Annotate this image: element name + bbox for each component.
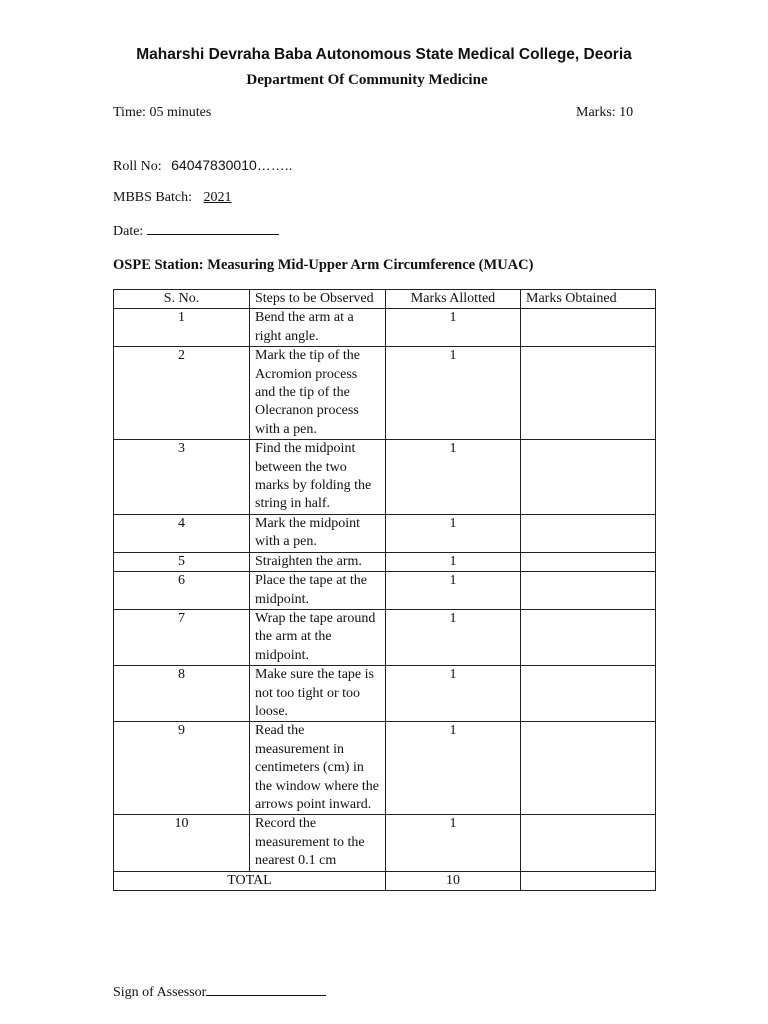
header-steps: Steps to be Observed [250,290,386,309]
row-marks-obtained [521,815,656,871]
batch-value: 2021 [203,190,232,205]
college-name: Maharshi Devraha Baba Autonomous State Medical College, Deoria [136,46,632,63]
row-step: Mark the midpoint with a pen. [250,514,386,552]
header-sno: S. No. [114,290,250,309]
row-sno: 7 [114,609,250,665]
row-sno: 3 [114,440,250,515]
table-row [114,552,656,571]
row-marks-allotted: 1 [386,440,521,515]
row-marks-obtained [521,572,656,610]
row-sno: 10 [114,815,250,871]
table-row [114,815,656,871]
row-sno: 5 [114,552,250,571]
row-step: Straighten the arm. [250,552,386,571]
total-marks-allotted: 10 [386,871,521,890]
row-marks-obtained [521,309,656,347]
row-sno: 4 [114,514,250,552]
row-marks-obtained [521,722,656,815]
table-row [114,347,656,440]
row-marks-obtained [521,666,656,722]
row-step: Make sure the tape is not too tight or too loose. [250,666,386,722]
date-blank [147,222,279,235]
row-sno: 6 [114,572,250,610]
row-step: Find the midpoint between the two marks by folding the string in half. [250,440,386,515]
roll-number-line [113,157,293,175]
row-marks-allotted: 1 [386,514,521,552]
date-label: Date: [113,224,144,239]
row-marks-obtained [521,552,656,571]
table-row [114,609,656,665]
total-marks-obtained [521,871,656,890]
row-marks-allotted: 1 [386,609,521,665]
row-marks-allotted: 1 [386,815,521,871]
row-marks-allotted: 1 [386,347,521,440]
station-title: OSPE Station: Measuring Mid-Upper Arm Circumference (MUAC) [113,257,534,273]
table-row [114,514,656,552]
table-row [114,440,656,515]
roll-number-value: 64047830010…….. [171,157,293,173]
total-row [114,871,656,890]
row-step: Place the tape at the midpoint. [250,572,386,610]
row-marks-obtained [521,440,656,515]
row-marks-allotted: 1 [386,552,521,571]
header-marks-allotted: Marks Allotted [386,290,521,309]
row-marks-allotted: 1 [386,309,521,347]
table-row [114,309,656,347]
roll-number-label: Roll No: [113,159,162,174]
table-row [114,666,656,722]
row-step: Wrap the tape around the arm at the midpoint. [250,609,386,665]
table-header-row [114,290,656,309]
row-step: Mark the tip of the Acromion process and the tip of the Olecranon process with a pen. [250,347,386,440]
row-sno: 2 [114,347,250,440]
row-marks-obtained [521,514,656,552]
row-step: Record the measurement to the nearest 0.1 cm [250,815,386,871]
row-step: Read the measurement in centimeters (cm) in the window where the arrows point inward. [250,722,386,815]
checklist-table [113,289,656,891]
table-row [114,722,656,815]
row-marks-obtained [521,347,656,440]
row-sno: 9 [114,722,250,815]
row-marks-allotted: 1 [386,666,521,722]
row-marks-obtained [521,609,656,665]
row-step: Bend the arm at a right angle. [250,309,386,347]
batch-line [113,190,231,206]
marks-label: Marks: 10 [576,105,634,120]
time-label: Time: 05 minutes [113,105,212,120]
batch-label: MBBS Batch: [113,190,192,205]
assessor-sign-label: Sign of Assessor [113,985,207,1000]
assessor-sign-line [113,983,326,1001]
row-sno: 1 [114,309,250,347]
header-marks-obtained: Marks Obtained [521,290,656,309]
assessor-sign-blank [206,983,326,996]
row-sno: 8 [114,666,250,722]
table-row [114,572,656,610]
total-label: TOTAL [114,871,386,890]
row-marks-allotted: 1 [386,722,521,815]
date-line [113,222,279,240]
row-marks-allotted: 1 [386,572,521,610]
department-name: Department Of Community Medicine [246,72,488,88]
